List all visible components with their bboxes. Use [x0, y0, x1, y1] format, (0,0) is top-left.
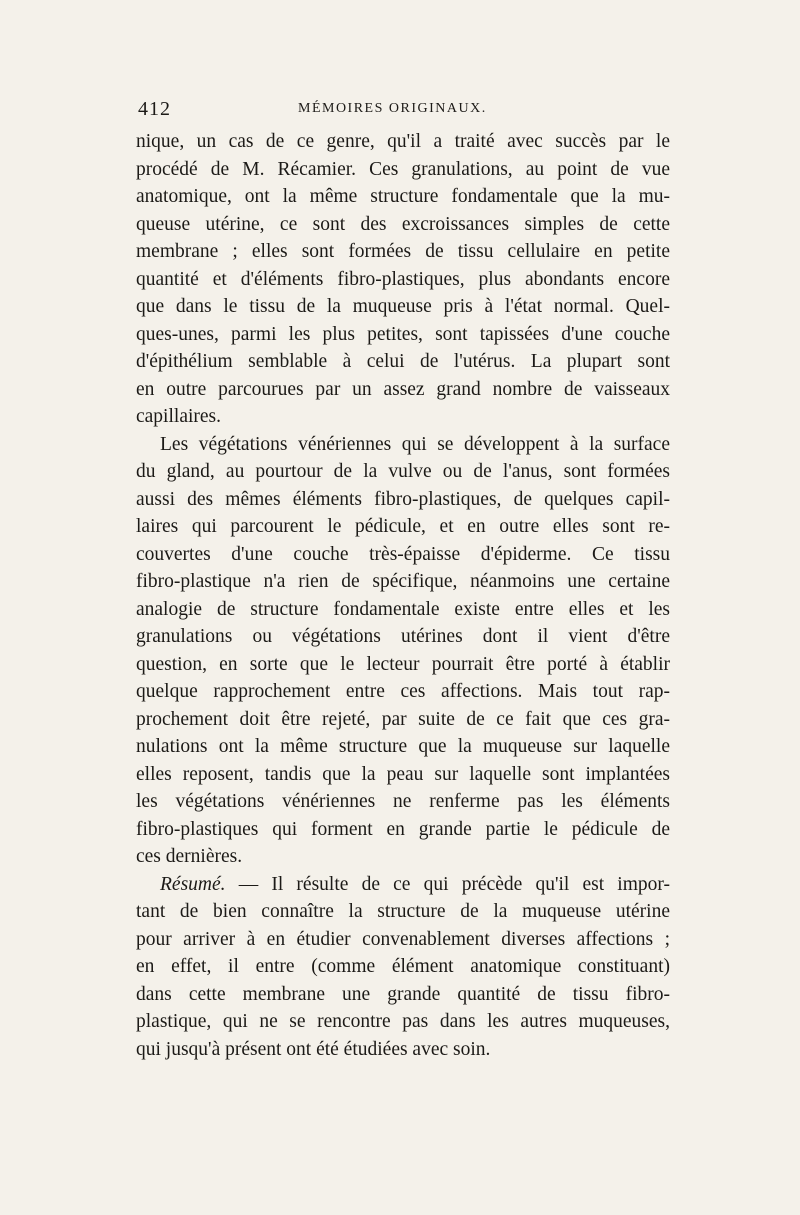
text-line: aussi des mêmes éléments fibro-plastiques, de quelques capil- [136, 488, 670, 510]
page-number: 412 [138, 98, 171, 120]
running-title: MÉMOIRES ORIGINAUX. [298, 101, 487, 116]
text-line: nulations ont la même structure que la muqueuse sur laquelle [136, 736, 670, 757]
text-line: Les végétations vénériennes qui se développent à la surface [160, 433, 670, 455]
text-line: fibro-plastiques qui forment en grande partie le pédicule de [136, 818, 670, 840]
text-line: ces dernières. [136, 846, 243, 867]
text-line: tant de bien connaître la structure de la muqueuse utérine [136, 901, 670, 922]
text-line: ques-unes, parmi les plus petites, sont tapissées d'une couche [136, 323, 670, 345]
resume-line [136, 871, 670, 899]
text-line: membrane ; elles sont formées de tissu cellulaire en petite [136, 241, 670, 262]
text-line: queuse utérine, ce sont des excroissances simples de cette [136, 213, 670, 235]
body-text [136, 128, 670, 1063]
text-line: du gland, au pourtour de la vulve ou de l'anus, sont formées [136, 461, 670, 482]
text-line: qui jusqu'à présent ont été étudiées avec soin. [136, 1038, 491, 1060]
resume-text: — Il résulte de ce qui précède qu'il est impor- [225, 873, 670, 895]
text-line: en effet, il entre (comme élément anatomique constituant) [136, 956, 670, 977]
text-line: couvertes d'une couche très-épaisse d'épiderme. Ce tissu [136, 543, 670, 565]
page-header [138, 98, 658, 122]
text-line: nique, un cas de ce genre, qu'il a traité avec succès par le [136, 131, 670, 152]
text-line: analogie de structure fondamentale existe entre elles et les [136, 598, 670, 620]
text-line: pour arriver à en étudier convenablement diverses affections ; [136, 928, 670, 950]
text-line: procédé de M. Récamier. Ces granulations, au point de vue [136, 158, 670, 180]
text-line: fibro-plastique n'a rien de spécifique, néanmoins une certaine [136, 571, 670, 592]
text-line: en outre parcourues par un assez grand nombre de vaisseaux [136, 378, 670, 400]
text-line: elles reposent, tandis que la peau sur laquelle sont implantées [136, 763, 670, 785]
text-line: quantité et d'éléments fibro-plastiques, plus abondants encore [136, 268, 670, 290]
text-line: question, en sorte que le lecteur pourrait être porté à établir [136, 653, 670, 675]
text-line: plastique, qui ne se rencontre pas dans les autres muqueuses, [136, 1011, 670, 1032]
text-line: d'épithélium semblable à celui de l'utérus. La plupart sont [136, 351, 670, 372]
resume-label: Résumé. [160, 873, 226, 895]
text-line: granulations ou végétations utérines dont il vient d'être [136, 626, 670, 647]
text-line: prochement doit être rejeté, par suite de ce fait que ces gra- [136, 708, 670, 730]
text-line: quelque rapprochement entre ces affections. Mais tout rap- [136, 681, 670, 702]
text-line: dans cette membrane une grande quantité de tissu fibro- [136, 983, 670, 1005]
text-line: laires qui parcourent le pédicule, et en outre elles sont re- [136, 516, 670, 537]
text-line: que dans le tissu de la muqueuse pris à l'état normal. Quel- [136, 296, 670, 317]
text-line: capillaires. [136, 406, 221, 427]
text-line: les végétations vénériennes ne renferme pas les éléments [136, 791, 670, 812]
text-line: anatomique, ont la même structure fondamentale que la mu- [136, 186, 670, 207]
